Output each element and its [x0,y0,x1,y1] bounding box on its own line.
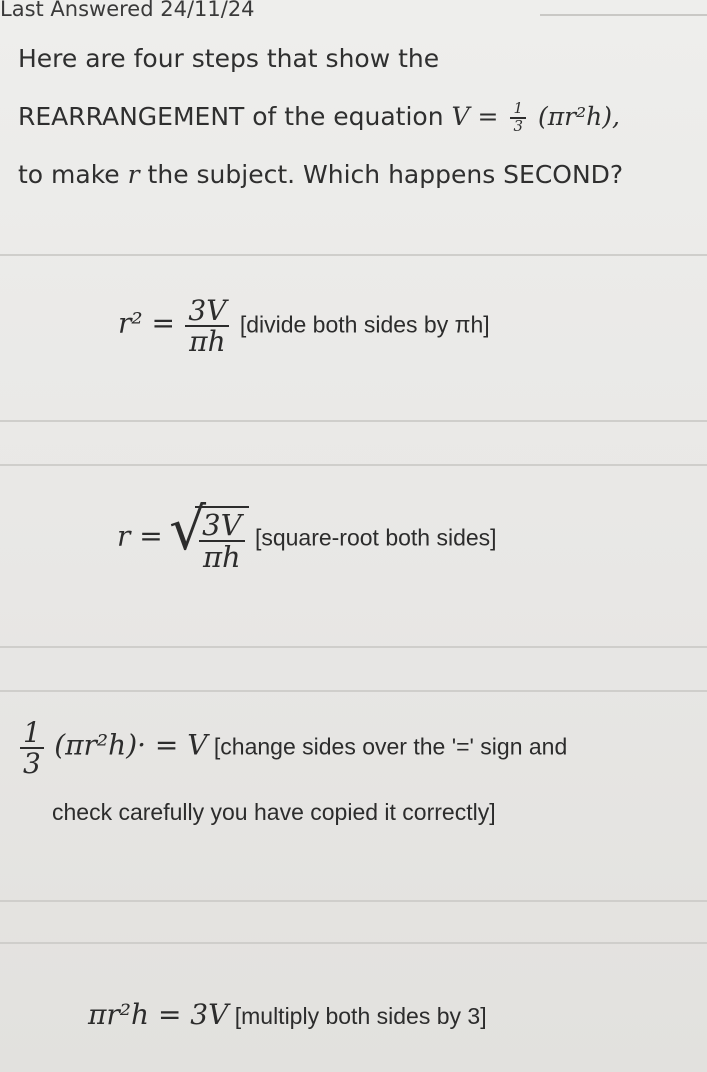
fraction-numerator: 3V [199,510,244,542]
option-divider [0,420,707,422]
question-line-3 [18,146,698,204]
option-1-lhs: r² = [118,306,175,340]
fraction-numerator: 1 [20,718,44,749]
fraction-numerator: 1 [510,101,526,119]
radical-sign: √ [169,495,207,563]
option-3-fraction [20,718,44,779]
option-4-equation: πr²h = 3V [88,998,229,1031]
subject-variable: r [127,160,140,189]
option-1-fraction [185,296,229,357]
divider [540,14,707,16]
square-root [169,495,248,575]
option-3-rhs: (πr²h)· = V [54,728,208,762]
option-3-note: [change sides over the '=' sign and [213,733,568,760]
equation-lhs: V = [451,102,499,131]
option-2-button[interactable] [117,495,497,575]
question-line-2 [18,88,698,146]
fraction-denominator: 3 [513,117,523,135]
question-line-1: Here are four steps that show the [18,44,440,73]
option-divider [0,690,707,692]
option-2-lhs: r = [117,519,163,553]
fraction-one-third [510,101,526,135]
option-1-button[interactable] [118,296,490,357]
fraction-numerator: 3V [185,296,229,327]
option-4-note: [multiply both sides by 3] [234,1003,487,1029]
option-divider [0,942,707,944]
option-1-note: [divide both sides by πh] [239,311,490,338]
question-text-segment: to make [18,160,120,189]
fraction-denominator: πh [202,540,241,575]
option-3-line-2: check carefully you have copied it correctly] [52,798,496,825]
option-divider [0,464,707,466]
option-divider [0,900,707,902]
option-4-button[interactable] [88,998,487,1031]
last-answered-label: Last Answered 24/11/24 [0,0,255,21]
option-divider [0,254,707,256]
fraction-denominator: πh [189,325,226,359]
option-3-button[interactable] [16,718,702,826]
question-text [18,30,698,204]
option-divider [0,646,707,648]
equation-rhs: (πr²h), [537,102,620,131]
question-text-segment: the subject. Which happens SECOND? [147,160,624,189]
fraction-denominator: 3 [23,747,41,781]
option-2-note: [square-root both sides] [254,524,497,551]
option-3-line-1 [16,718,702,779]
question-text-segment: REARRANGEMENT of the equation [18,102,444,131]
